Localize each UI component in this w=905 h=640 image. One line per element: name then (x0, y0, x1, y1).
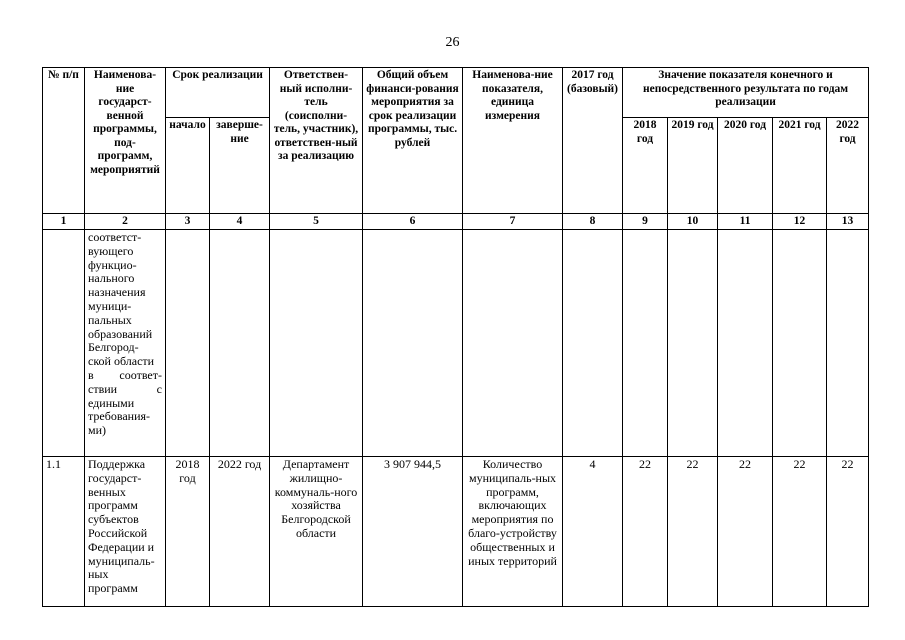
cell-empty (563, 230, 623, 457)
column-number: 11 (718, 214, 773, 230)
column-number: 10 (668, 214, 718, 230)
header-responsible: Ответствен-ный исполни-тель (соисполни-тель, участник), ответствен-ный за реализацию (270, 68, 363, 214)
program-table (42, 67, 869, 607)
cell-empty (270, 230, 363, 457)
text-line: Федерации и (88, 539, 155, 554)
header-term: Срок реализации (166, 68, 270, 118)
cell-end-year: 2022 год (210, 457, 270, 607)
header-year-2022: 2022 год (827, 118, 869, 214)
cell-empty (363, 230, 463, 457)
text-line: функцио- (88, 257, 137, 272)
header-num: № п/п (43, 68, 85, 214)
header-year-2018: 2018 год (623, 118, 668, 214)
text-line: вующего (88, 243, 134, 258)
text-line: пальных (88, 312, 132, 327)
text-line: программ (88, 498, 138, 513)
cell-financing: 3 907 944,5 (363, 457, 463, 607)
text-line: нального (88, 271, 135, 286)
cell-empty (43, 230, 85, 457)
cell-value-2022: 22 (827, 457, 869, 607)
header-values: Значение показателя конечного и непосредственного результата по годам реализации (623, 68, 869, 118)
text-line: ми) (88, 423, 107, 438)
text-line: государст- (88, 470, 142, 485)
text-line: субъектов (88, 512, 139, 527)
text-line: назначения (88, 285, 146, 300)
header-financing: Общий объем финанси-рования мероприятия за срок реализации программы, тыс. рублей (363, 68, 463, 214)
text-line: образований (88, 326, 153, 341)
column-number: 12 (773, 214, 827, 230)
header-end: заверше-ние (210, 118, 270, 214)
text-line: Поддержка (88, 457, 146, 471)
text-line: требования- (88, 409, 151, 424)
column-number: 1 (43, 214, 85, 230)
cell-value-2021: 22 (773, 457, 827, 607)
text-line: ных (88, 567, 109, 582)
header-year-2019: 2019 год (668, 118, 718, 214)
cell-indicator: Количество муниципаль-ных программ, включающих мероприятия по благо-устройству общественных и иных территорий (463, 457, 563, 607)
text-line: ствии с (88, 381, 162, 396)
column-number: 3 (166, 214, 210, 230)
header-year-2021: 2021 год (773, 118, 827, 214)
header-indicator: Наименова-ние показателя, единица измерения (463, 68, 563, 214)
cell-value-2019: 22 (668, 457, 718, 607)
cell-empty (463, 230, 563, 457)
cell-empty (668, 230, 718, 457)
column-number: 13 (827, 214, 869, 230)
column-number: 5 (270, 214, 363, 230)
cell-empty (210, 230, 270, 457)
column-number-row (43, 214, 869, 230)
cell-start-year: 2018 год (166, 457, 210, 607)
cell-item-name (85, 457, 166, 607)
cell-name-continuation (85, 230, 166, 457)
cell-empty (773, 230, 827, 457)
cell-empty (827, 230, 869, 457)
cell-base-2017: 4 (563, 457, 623, 607)
header-year-2020: 2020 год (718, 118, 773, 214)
text-line: венных (88, 484, 126, 499)
header-base-year: 2017 год (базовый) (563, 68, 623, 214)
text-line: программ (88, 581, 138, 596)
text-line: Белгород- (88, 340, 139, 355)
text-line: муници- (88, 298, 132, 313)
text-line: в соответ- (88, 367, 162, 382)
column-number: 8 (563, 214, 623, 230)
column-number: 2 (85, 214, 166, 230)
header-start: начало (166, 118, 210, 214)
text-line: ской области (88, 354, 155, 369)
cell-empty (718, 230, 773, 457)
cell-item-number: 1.1 (43, 457, 85, 607)
text-line: муниципаль- (88, 553, 155, 568)
cell-empty (623, 230, 668, 457)
text-line: соответст- (88, 230, 142, 244)
cell-empty (166, 230, 210, 457)
table-row-continuation (43, 230, 869, 457)
cell-value-2020: 22 (718, 457, 773, 607)
header-program-name: Наименова-ние государст-венной программы, под-программ, мероприятий (85, 68, 166, 214)
table-row-1-1 (43, 457, 869, 607)
cell-responsible: Департамент жилищно-коммуналь-ного хозяйства Белгородской области (270, 457, 363, 607)
column-number: 7 (463, 214, 563, 230)
page-number: 26 (445, 35, 460, 50)
text-line: Российской (88, 525, 148, 540)
text-line: едиными (88, 395, 135, 410)
column-number: 9 (623, 214, 668, 230)
cell-value-2018: 22 (623, 457, 668, 607)
column-number: 4 (210, 214, 270, 230)
column-number: 6 (363, 214, 463, 230)
